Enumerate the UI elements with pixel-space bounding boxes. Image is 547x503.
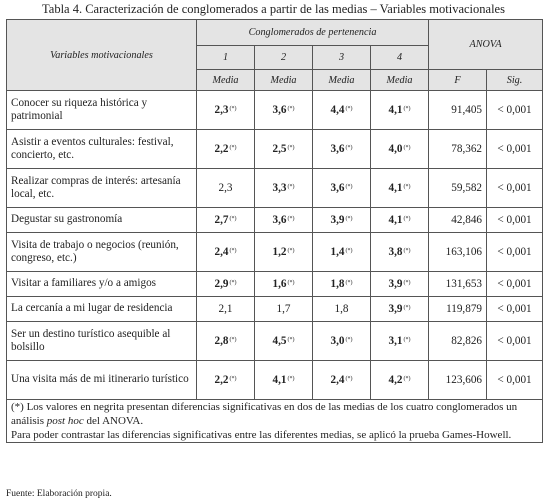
cell-media-1: 2,7(*) <box>197 208 255 233</box>
cell-media-1: 2,4(*) <box>197 233 255 272</box>
header-media-2: Media <box>255 70 313 91</box>
table-row <box>7 208 543 233</box>
cell-media-1: 2,2(*) <box>197 361 255 400</box>
significance-mark: (*) <box>229 106 237 112</box>
cell-sig: < 0,001 <box>487 361 543 400</box>
cell-f: 42,846 <box>429 208 487 233</box>
cell-media-1: 2,1 <box>197 297 255 322</box>
cell-media-4: 4,1(*) <box>371 208 429 233</box>
significance-mark: (*) <box>345 248 353 254</box>
cell-media-1: 2,3 <box>197 169 255 208</box>
significance-mark: (*) <box>345 106 353 112</box>
cell-media-3: 1,8(*) <box>313 272 371 297</box>
cell-media-2: 3,6(*) <box>255 208 313 233</box>
header-cluster-2: 2 <box>255 46 313 70</box>
header-media-1: Media <box>197 70 255 91</box>
significance-mark: (*) <box>287 280 295 286</box>
cell-media-1: 2,9(*) <box>197 272 255 297</box>
cell-media-1: 2,2(*) <box>197 130 255 169</box>
row-label: La cercanía a mi lugar de residencia <box>7 297 197 322</box>
cell-media-4: 4,2(*) <box>371 361 429 400</box>
table-row <box>7 233 543 272</box>
significance-mark: (*) <box>229 280 237 286</box>
significance-mark: (*) <box>229 337 237 343</box>
row-label: Conocer su riqueza histórica y patrimonial <box>7 91 197 130</box>
significance-mark: (*) <box>403 184 411 190</box>
cell-media-2: 1,6(*) <box>255 272 313 297</box>
significance-mark: (*) <box>345 280 353 286</box>
significance-mark: (*) <box>403 280 411 286</box>
table-notes <box>7 400 543 443</box>
cell-media-3: 2,4(*) <box>313 361 371 400</box>
cell-media-4: 4,1(*) <box>371 91 429 130</box>
row-label: Visitar a familiares y/o a amigos <box>7 272 197 297</box>
row-label: Degustar su gastronomía <box>7 208 197 233</box>
significance-mark: (*) <box>287 106 295 112</box>
row-label: Asistir a eventos culturales: festival, concierto, etc. <box>7 130 197 169</box>
cell-f: 82,826 <box>429 322 487 361</box>
row-label: Visita de trabajo o negocios (reunión, congreso, etc.) <box>7 233 197 272</box>
cell-f: 119,879 <box>429 297 487 322</box>
header-variables: Variables motivacionales <box>7 20 197 91</box>
header-anova: ANOVA <box>429 20 543 70</box>
cell-media-2: 2,5(*) <box>255 130 313 169</box>
significance-mark: (*) <box>229 248 237 254</box>
cell-media-4: 3,8(*) <box>371 233 429 272</box>
significance-mark: (*) <box>229 145 237 151</box>
significance-mark: (*) <box>287 337 295 343</box>
significance-mark: (*) <box>287 248 295 254</box>
significance-mark: (*) <box>345 184 353 190</box>
note-games-howell: Para poder contrastar las diferencias significativas entre las diferentes medias, se aplicó la prueba Games-Howell. <box>11 429 512 441</box>
significance-mark: (*) <box>287 145 295 151</box>
table-row <box>7 322 543 361</box>
data-table <box>6 19 543 443</box>
significance-mark: (*) <box>229 216 237 222</box>
cell-sig: < 0,001 <box>487 233 543 272</box>
header-f: F <box>429 70 487 91</box>
cell-sig: < 0,001 <box>487 169 543 208</box>
cell-f: 123,606 <box>429 361 487 400</box>
table-row <box>7 169 543 208</box>
header-conglomerados: Conglomerados de pertenencia <box>197 20 429 46</box>
cell-media-3: 1,4(*) <box>313 233 371 272</box>
header-cluster-3: 3 <box>313 46 371 70</box>
row-label: Realizar compras de interés: artesanía local, etc. <box>7 169 197 208</box>
cell-media-4: 4,1(*) <box>371 169 429 208</box>
cell-f: 163,106 <box>429 233 487 272</box>
cell-media-2: 4,5(*) <box>255 322 313 361</box>
cell-media-2: 3,6(*) <box>255 91 313 130</box>
table-row <box>7 130 543 169</box>
significance-mark: (*) <box>287 184 295 190</box>
cell-media-3: 4,4(*) <box>313 91 371 130</box>
cell-media-2: 4,1(*) <box>255 361 313 400</box>
significance-mark: (*) <box>287 376 295 382</box>
header-media-3: Media <box>313 70 371 91</box>
significance-mark: (*) <box>403 305 411 311</box>
table-row <box>7 91 543 130</box>
significance-mark: (*) <box>403 145 411 151</box>
cell-media-4: 3,9(*) <box>371 297 429 322</box>
cell-sig: < 0,001 <box>487 322 543 361</box>
cell-media-1: 2,3(*) <box>197 91 255 130</box>
header-cluster-1: 1 <box>197 46 255 70</box>
significance-mark: (*) <box>403 337 411 343</box>
significance-mark: (*) <box>403 106 411 112</box>
cell-media-3: 3,6(*) <box>313 169 371 208</box>
significance-mark: (*) <box>403 376 411 382</box>
cell-media-2: 3,3(*) <box>255 169 313 208</box>
cell-f: 78,362 <box>429 130 487 169</box>
cell-media-3: 3,9(*) <box>313 208 371 233</box>
cell-f: 131,653 <box>429 272 487 297</box>
cell-media-1: 2,8(*) <box>197 322 255 361</box>
note-significance: (*) Los valores en negrita presentan diferencias significativas en dos de las medias de los cuatro conglomerados un análisis post hoc del ANOVA. <box>11 401 518 427</box>
table-row <box>7 272 543 297</box>
significance-mark: (*) <box>345 376 353 382</box>
table-row <box>7 297 543 322</box>
header-cluster-4: 4 <box>371 46 429 70</box>
table-row <box>7 361 543 400</box>
cell-media-4: 3,9(*) <box>371 272 429 297</box>
header-sig: Sig. <box>487 70 543 91</box>
cell-sig: < 0,001 <box>487 297 543 322</box>
cell-sig: < 0,001 <box>487 208 543 233</box>
cell-media-3: 3,6(*) <box>313 130 371 169</box>
cell-media-2: 1,7 <box>255 297 313 322</box>
significance-mark: (*) <box>229 376 237 382</box>
cell-media-3: 3,0(*) <box>313 322 371 361</box>
row-label: Ser un destino turístico asequible al bolsillo <box>7 322 197 361</box>
row-label: Una visita más de mi itinerario turístico <box>7 361 197 400</box>
significance-mark: (*) <box>345 145 353 151</box>
cell-sig: < 0,001 <box>487 91 543 130</box>
cell-sig: < 0,001 <box>487 130 543 169</box>
significance-mark: (*) <box>403 216 411 222</box>
cell-media-4: 3,1(*) <box>371 322 429 361</box>
source-note: Fuente: Elaboración propia. <box>6 489 112 499</box>
significance-mark: (*) <box>345 337 353 343</box>
table-caption: Tabla 4. Caracterización de conglomerados a partir de las medias – Variables motivacionales <box>42 2 505 16</box>
significance-mark: (*) <box>345 216 353 222</box>
cell-media-4: 4,0(*) <box>371 130 429 169</box>
cell-f: 91,405 <box>429 91 487 130</box>
cell-media-2: 1,2(*) <box>255 233 313 272</box>
cell-f: 59,582 <box>429 169 487 208</box>
cell-media-3: 1,8 <box>313 297 371 322</box>
significance-mark: (*) <box>403 248 411 254</box>
header-media-4: Media <box>371 70 429 91</box>
cell-sig: < 0,001 <box>487 272 543 297</box>
significance-mark: (*) <box>287 216 295 222</box>
